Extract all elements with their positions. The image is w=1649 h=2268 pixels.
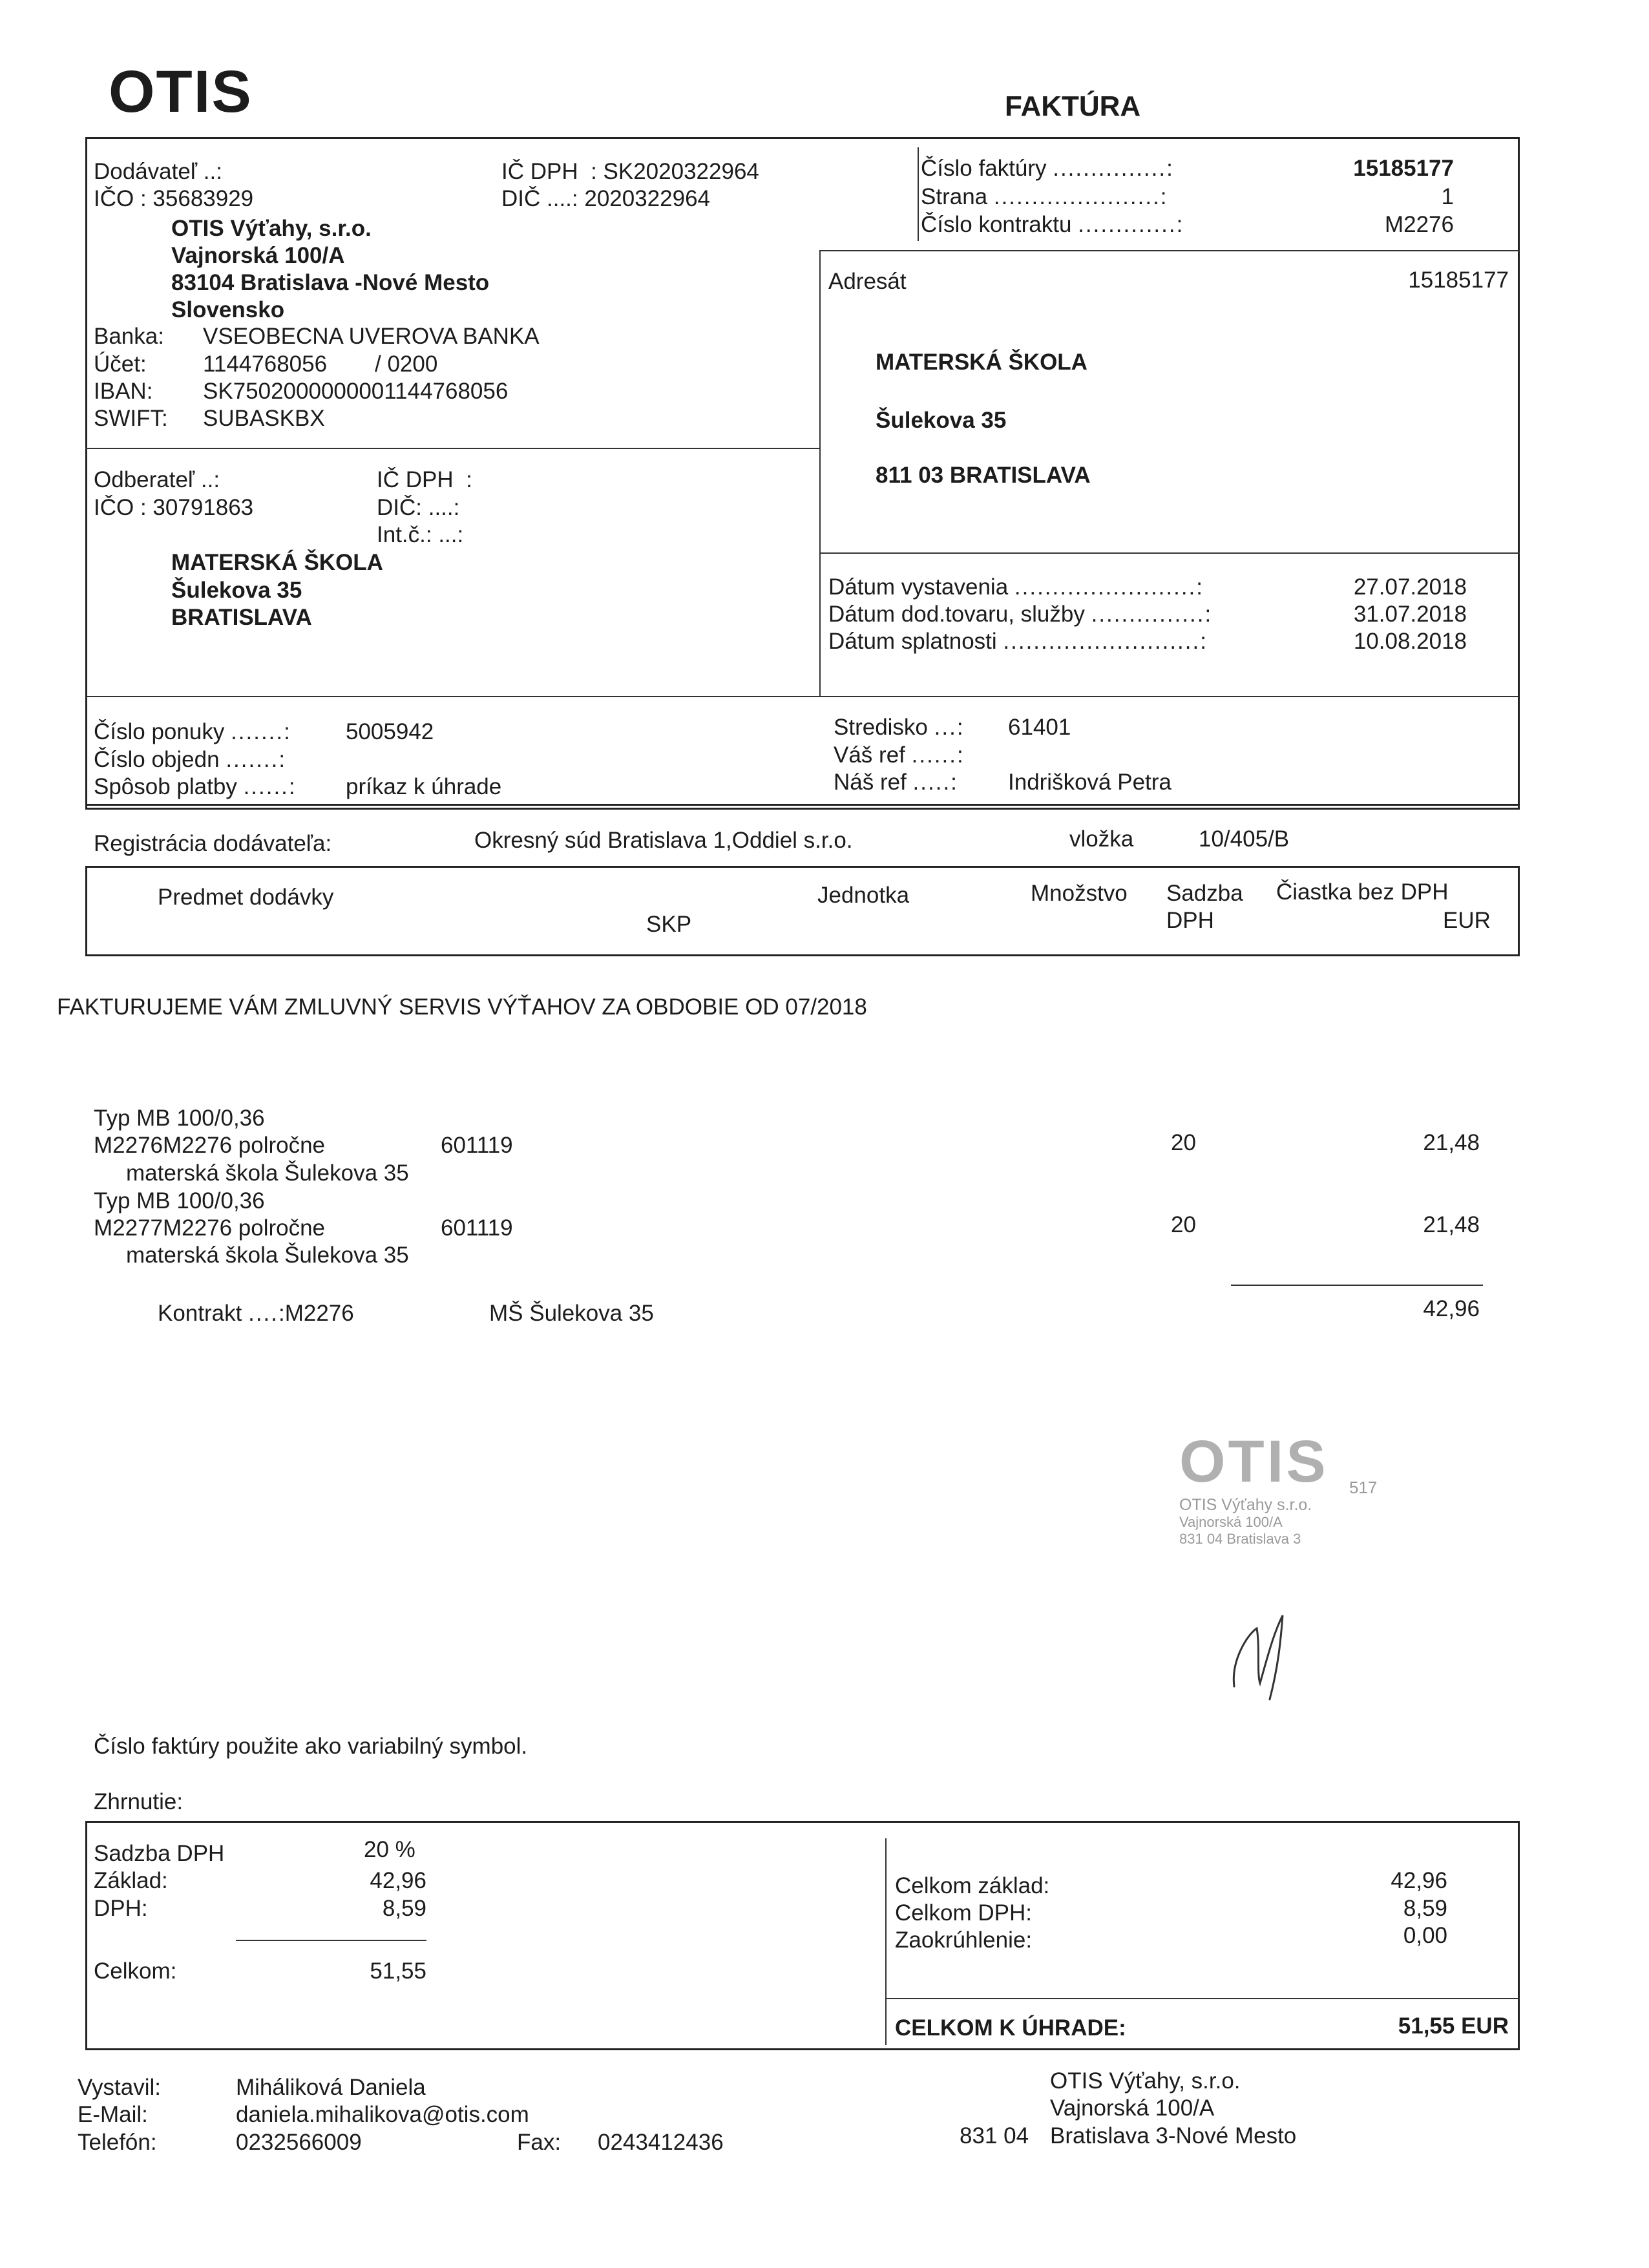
registration-label: Registrácia dodávateľa: <box>94 831 332 856</box>
divider <box>819 552 1520 554</box>
delivery-date-label: Dátum dod.tovaru, služby ...............: <box>828 602 1213 627</box>
offer-label: Číslo ponuky .......: <box>94 719 291 744</box>
col-skp: SKP <box>646 912 692 937</box>
issue-date-label: Dátum vystavenia ........................: <box>828 574 1204 600</box>
base-label: Základ: <box>94 1868 168 1893</box>
supplier-dic: DIČ ....: 2020322964 <box>501 186 711 211</box>
company-stamp <box>1176 1431 1383 1573</box>
registration-insert-label: vložka <box>1069 826 1134 852</box>
stamp-number: 517 <box>1349 1478 1378 1497</box>
vat-label: DPH: <box>94 1896 148 1921</box>
col-vat-rate-2: DPH <box>1166 908 1214 933</box>
item-location: materská škola Šulekova 35 <box>126 1243 409 1268</box>
total-base-value: 42,96 <box>1391 1868 1447 1893</box>
item-skp: 601119 <box>441 1215 513 1241</box>
account-number: 1144768056 <box>203 352 328 377</box>
fax-value: 0243412436 <box>598 2130 724 2155</box>
registration-insert: 10/405/B <box>1199 826 1290 852</box>
col-amount: Čiastka bez DPH <box>1276 879 1449 905</box>
item-skp: 601119 <box>441 1133 513 1158</box>
customer-name: MATERSKÁ ŠKOLA <box>171 550 383 575</box>
footer-zip: 831 04 <box>960 2123 1029 2148</box>
signature <box>1221 1609 1312 1706</box>
contract-row-label: Kontrakt ....:M2276 <box>158 1301 354 1326</box>
summary-divider <box>885 1998 1520 1999</box>
divider <box>918 147 919 241</box>
issue-date: 27.07.2018 <box>1353 574 1467 600</box>
item-amount: 21,48 <box>1423 1212 1480 1237</box>
supplier-ic-dph: IČ DPH : SK2020322964 <box>501 159 759 184</box>
footer-company: OTIS Výťahy, s.r.o. <box>1050 2068 1241 2094</box>
customer-ic-dph: IČ DPH : <box>377 467 472 492</box>
item-location: materská škola Šulekova 35 <box>126 1160 409 1186</box>
amount-due-value: 51,55 EUR <box>1398 2013 1509 2039</box>
contract-row-total: 42,96 <box>1423 1296 1480 1321</box>
stamp-line2: Vajnorská 100/A <box>1179 1514 1283 1530</box>
your-ref-label: Váš ref ......: <box>834 742 965 768</box>
delivery-date: 31.07.2018 <box>1353 602 1467 627</box>
contract-label: Číslo kontraktu .............: <box>921 212 1184 237</box>
center-number: 61401 <box>1008 715 1071 740</box>
page-number: 1 <box>1441 184 1454 209</box>
vat-rate: 20 % <box>364 1837 415 1862</box>
account-label: Účet: <box>94 352 147 377</box>
bank-label: Banka: <box>94 324 164 349</box>
swift-value: SUBASKBX <box>203 406 325 431</box>
supplier-name: OTIS Výťahy, s.r.o. <box>171 216 372 241</box>
our-ref-label: Náš ref .....: <box>834 770 958 795</box>
rounding-value: 0,00 <box>1403 1923 1447 1948</box>
col-quantity: Množstvo <box>1031 881 1128 906</box>
customer-city: BRATISLAVA <box>171 605 312 630</box>
document-title: FAKTÚRA <box>1005 90 1141 122</box>
summary-label: Zhrnutie: <box>94 1789 184 1814</box>
stamp-logo: OTIS <box>1179 1429 1329 1495</box>
addressee-street: Šulekova 35 <box>876 408 1007 433</box>
item-vat: 20 <box>1171 1212 1196 1237</box>
order-box <box>85 696 1520 810</box>
issued-by-label: Vystavil: <box>78 2075 162 2100</box>
subtotal-rule <box>1231 1285 1483 1286</box>
addressee-code: 15185177 <box>1408 268 1509 293</box>
iban-value: SK7502000000001144768056 <box>203 379 509 404</box>
contract-number: M2276 <box>1384 212 1454 237</box>
payment-label: Spôsob platby ......: <box>94 774 297 799</box>
total-label: Celkom: <box>94 1958 177 1984</box>
item-vat: 20 <box>1171 1130 1196 1155</box>
customer-dic: DIČ: ....: <box>377 495 460 520</box>
total-value: 51,55 <box>370 1958 426 1984</box>
supplier-ico: IČO : 35683929 <box>94 186 254 211</box>
item-code: M2276M2276 polročne <box>94 1133 326 1158</box>
contract-row-desc: MŠ Šulekova 35 <box>489 1301 654 1326</box>
stamp-line3: 831 04 Bratislava 3 <box>1179 1531 1301 1547</box>
vat-rate-label: Sadzba DPH <box>94 1841 225 1866</box>
divider <box>85 448 819 449</box>
stamp-line1: OTIS Výťahy s.r.o. <box>1179 1496 1312 1514</box>
fax-label: Fax: <box>517 2130 562 2155</box>
phone-label: Telefón: <box>78 2130 157 2155</box>
summary-box <box>85 1821 1520 2050</box>
swift-label: SWIFT: <box>94 406 168 431</box>
phone-value: 0232566009 <box>236 2130 362 2155</box>
supplier-label: Dodávateľ ..: <box>94 159 222 184</box>
col-subject: Predmet dodávky <box>158 885 334 910</box>
supplier-street: Vajnorská 100/A <box>171 243 345 268</box>
supplier-country: Slovensko <box>171 297 285 322</box>
footer-street: Vajnorská 100/A <box>1050 2095 1215 2121</box>
item-type: Typ MB 100/0,36 <box>94 1188 265 1213</box>
supplier-city: 83104 Bratislava -Nové Mesto <box>171 270 490 295</box>
center-label: Stredisko ...: <box>834 715 965 740</box>
divider <box>819 250 1520 251</box>
vat-value: 8,59 <box>382 1896 426 1921</box>
divider <box>819 250 821 696</box>
bank-code: / 0200 <box>375 352 438 377</box>
registration-court: Okresný súd Bratislava 1,Oddiel s.r.o. <box>474 828 853 853</box>
due-date: 10.08.2018 <box>1353 629 1467 654</box>
invoice-number: 15185177 <box>1353 156 1454 181</box>
base-value: 42,96 <box>370 1868 426 1893</box>
customer-street: Šulekova 35 <box>171 578 302 603</box>
customer-intc: Int.č.: ...: <box>377 522 464 547</box>
offer-number: 5005942 <box>346 719 434 744</box>
addressee-label: Adresát <box>828 269 907 294</box>
total-vat-label: Celkom DPH: <box>895 1900 1032 1926</box>
payment-method: príkaz k úhrade <box>346 774 502 799</box>
amount-due-label: CELKOM K ÚHRADE: <box>895 2015 1126 2041</box>
footer-city: Bratislava 3-Nové Mesto <box>1050 2123 1297 2148</box>
customer-label: Odberateľ ..: <box>94 467 220 492</box>
col-vat-rate: Sadzba <box>1166 881 1243 906</box>
company-logo: OTIS <box>109 59 253 125</box>
customer-ico: IČO : 30791863 <box>94 495 254 520</box>
bank-name: VSEOBECNA UVEROVA BANKA <box>203 324 540 349</box>
email-value[interactable]: daniela.mihalikova@otis.com <box>236 2102 529 2127</box>
total-vat-value: 8,59 <box>1403 1896 1447 1921</box>
item-code: M2277M2276 polročne <box>94 1215 326 1241</box>
rounding-label: Zaokrúhlenie: <box>895 1927 1033 1953</box>
addressee-name: MATERSKÁ ŠKOLA <box>876 350 1087 375</box>
summary-divider <box>885 1838 887 2045</box>
issued-by: Miháliková Daniela <box>236 2075 426 2100</box>
due-date-label: Dátum splatnosti ..........................: <box>828 629 1208 654</box>
item-amount: 21,48 <box>1423 1130 1480 1155</box>
total-base-label: Celkom základ: <box>895 1873 1050 1898</box>
col-currency: EUR <box>1443 908 1491 933</box>
col-unit: Jednotka <box>817 883 910 908</box>
page-label: Strana ......................: <box>921 184 1168 209</box>
email-label: E-Mail: <box>78 2102 148 2127</box>
invoice-intro: FAKTURUJEME VÁM ZMLUVNÝ SERVIS VÝŤAHOV ZA OBDOBIE OD 07/2018 <box>57 994 867 1020</box>
our-ref: Indrišková Petra <box>1008 770 1171 795</box>
summary-rule <box>236 1940 426 1941</box>
variable-symbol-note: Číslo faktúry použite ako variabilný symbol. <box>94 1734 528 1759</box>
item-type: Typ MB 100/0,36 <box>94 1106 265 1131</box>
invoice-number-label: Číslo faktúry ...............: <box>921 156 1174 181</box>
order-label: Číslo objedn .......: <box>94 747 287 772</box>
addressee-city: 811 03 BRATISLAVA <box>876 463 1091 488</box>
iban-label: IBAN: <box>94 379 153 404</box>
